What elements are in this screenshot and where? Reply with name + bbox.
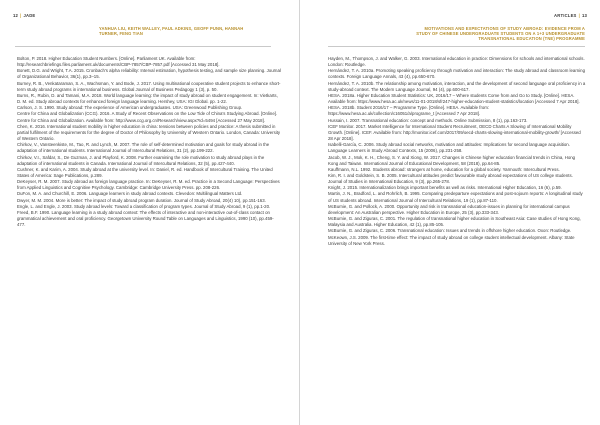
- reference-entry: McBurnie, G. and Pollock, A. 2000. Opportunity and risk in transnational education-issues in planning for international campus development: An Australian perspective. Higher Education in Europe, 25 (3), pp.333-343.: [328, 203, 570, 215]
- right-header-rule: [328, 46, 585, 47]
- left-page-number: 12: [13, 13, 19, 18]
- left-running-head: [13, 13, 35, 18]
- reference-entry: Burney, R. B., Venkataraman, S. A., Wachsman, Y. and Bode, J. 2017. Using multinational cooperative student projects to enhance short-term study abroad programs in international business. Global Journal of Business Pedagogy 1 (3), p. 50.: [17, 80, 281, 92]
- reference-entry: McKeown, J.S. 2009. The first-time effect: The impact of study abroad on college student intellectual development. Albany: State University of New York Press.: [328, 234, 575, 246]
- reference-entry: Burns, R., Rubin, D. and Tamani, M.A. 2018. World language learning: the impact of study abroad on student engagement. In: Vietkarts, D. M. ed. Study abroad contexts for enhanced foreign language learning. Hershey, USA: IGI Global. pp. 1-22.: [17, 92, 278, 105]
- reference-entry: Bonett, D.G. and Wright, T.A. 2015. Cronbach's alpha reliability: Interval estimation, hypothesis testing, and sample size planning. Journal of Organizational Behavior, 36(1), pp.3–15.: [17, 68, 281, 80]
- reference-entry: Hernández, T. A. 2010a. Promoting speaking proficiency through motivation and interaction: The study abroad and classroom learning contexts. Foreign Language Annals, 43 (4), pp.650-670.: [328, 68, 585, 80]
- reference-entry: HESA. 2018b. Student 2016/17 – Programme Type. [Online]. HESA. Available from: https://www.hesa.ac.uk/collection/c16051/a/programe_t [Accessed 7 Apr 2018].: [328, 105, 490, 117]
- left-journal-name: JADE: [23, 13, 36, 18]
- reference-entry: Dwyer, M. M. 2004. More is better: The impact of study abroad program duration. Journal of Study Abroad, 20(4) 10), pp.151-163.: [17, 197, 266, 203]
- running-head-separator: |: [20, 13, 22, 18]
- left-header-rule: [15, 46, 271, 47]
- right-article-title: MOTIVATIONS AND EXPECTATIONS OF STUDY ABROAD: EVIDENCE FROM A STUDY OF CHINESE UNDERGRADUATE STUDENTS ON A 1+3 UNDERGRADUATE TRANSNATIONAL EDUCATION (TNE) PROGRAMME: [416, 26, 585, 42]
- right-page: [300, 0, 600, 425]
- reference-entry: Kauffmann, N.L. 1992. Students abroad: strangers at home, education for a global society. Yarmouth: Intercultural Press.: [328, 166, 560, 172]
- reference-entry: Engle, L. and Engle, J. 2003. Study abroad levels: Toward a classification of program types. Journal of Study Abroad, 9 (1), pp.1-20.: [17, 203, 271, 209]
- reference-entry: Martin, J. N., Bradford, L. and Rohrlich, B. 1995. Comparing predeparture expectations and post-sojourn reports: A longitudinal study of US students abroad. International Journal of Intercultural Relations, 19 (1), pp.87-110.: [328, 191, 583, 203]
- reference-entry: McBurnie, G. and Ziguras, C. 2006. Transnational education: Issues and trends in offshore higher education. Oxon: Routledge.: [328, 228, 572, 234]
- reference-entry: Bolton, P. 2018. Higher Education Student Numbers. [Online]. Parliament UK. Available from: http://researchbriefings.files.parliament.uk/documents/CBP-7857/CBP-7857.pdf [Accessed 31 May 2018].: [17, 56, 220, 68]
- right-page-number: 13: [581, 13, 587, 18]
- reference-entry: Cushner, K. and Karim, A. 2004. Study abroad at the university level. In: Daniel, R. ed. Handbook of Intercultural Training. The United States of America: Sage Publications, p.289.: [17, 166, 273, 178]
- running-head-separator: |: [578, 13, 580, 18]
- left-references-list: [17, 56, 282, 228]
- reference-entry: Freed, B.F. 1990. Language learning in a study abroad context: The effects of interactive and non-interactive out-of-class contact on grammatical achievement and oral proficiency. Georgetown University Round Table on Languages and Linguistics, 1990 (10), pp.459-477.: [17, 209, 274, 228]
- reference-entry: Hayden, M., Thompson, J. and Walker, G. 2003. International education in practice: Dimensions for schools and international schools. London: Routledge.: [328, 56, 585, 68]
- reference-entry: Jacob, W. J., Mok, K. H., Cheng, S. Y. and Xiong, W. 2017. Changes in Chinese higher education financial trends in China, Hong Kong and Taiwan. International Journal of Educational Development, 58 (2018), pp.64-85.: [328, 154, 576, 166]
- reference-entry: DeKeyser, R. M. 2007. Study abroad as foreign language practice. In: DeKeyser, R. M. ed. Practice in a Second Language: Perspectives from Applied Linguistics and Cognitive Psychology. Cambridge: Cambridge University Press. pp. 208-226.: [17, 179, 280, 191]
- reference-entry: Kim, R. I. and Goldstein, S. B. 2005. Intercultural attitudes predict favourable study abroad expectations of US college students. Journal of Studies in International Education, 9 (3), pp.265-278.: [328, 172, 573, 185]
- reference-entry: Hernández, T. A. 2010b. The relationship among motivation, interaction, and the development of second language oral proficiency in a study-abroad context. The Modern Language Journal, 94 (4), pp.600-617.: [328, 80, 586, 92]
- reference-entry: McBurnie, G. and Ziguras, C. 2001. The regulation of transnational higher education in Southeast Asia: Case studies of Hong Kong, Malaysia and Australia. Higher Education, 42 (1), pp.85-105.: [328, 216, 581, 228]
- reference-entry: Knight, J. 2015. Internationalization brings important benefits as well as risks. International Higher Education, 16 (6), p.59.: [328, 185, 562, 191]
- reference-entry: Centre for China and Globalization (CCG). 2016. A Study of Recent Observations on the Low Tide of China's Studying Abroad. [Online]. Centre for China and Globalization. Available from: http://www.ccg.org.cn/Research/view.aspx?Id=5494 [Accessed 27 May 2018].: [17, 111, 278, 123]
- right-running-head: [554, 13, 587, 18]
- reference-entry: Chen, K. 2016. International student mobility in higher education in china: tensions between policies and practice: A thesis submitted in partial fulfilment of the requirements for the degree of Doctor of Philosophy by University of Western Ontario. London, Canada: University of Western Ontario.: [17, 123, 281, 142]
- right-references-list: [328, 56, 586, 247]
- left-authors-block: YANHUA LIU, KEITH WALLEY, PAUL ADKINS, GEOFF PUNN, HANNAH TURNER, FENG TIAN: [99, 26, 244, 37]
- reference-entry: Carlson, J. S. 1990. Study abroad: The experience of American undergraduates. USA: Greenwood Publishing Group.: [17, 105, 243, 111]
- reference-entry: ICEF Monitor. 2017. Market Intelligence for International Student Recruitment, OECD Charts A Slowing of International Mobility Growth. [Online]. ICEF. Available from: http://monitor.icef.com/2017/09/oecd-charts-slowing-international-mobility-growth/ [Accessed 28 Apr 2018].: [328, 123, 581, 142]
- reference-entry: Isabelli-García, C. 2006. Study abroad social networks, motivation and attitudes: Implications for second language acquisition. Language Learners in Study Abroad Contexts, 15 (2006), pp.231-258.: [328, 142, 570, 154]
- reference-entry: Chirkov, V., Vansteenkiste, M., Tao, R. and Lynch, M. 2007. The role of self-determined motivation and goals for study abroad in the adaptation of international students. International Journal of Intercultural Relations, 31 (2), pp.199-222.: [17, 142, 270, 154]
- reference-entry: Hussain, I. 2007. Transnational education: concept and methods. Online Submission, 8 (1), pp.163-173.: [328, 117, 528, 123]
- right-journal-name: ARTICLES: [554, 13, 577, 18]
- reference-entry: DuFon, M. A. and Churchill, E. 2006. Language learners in study abroad contexts. Clevedon: Multilingual Matters Ltd.: [17, 191, 243, 197]
- reference-entry: Chirkov, V.I., Safdar, S., De Guzman, J. and Playford, K. 2008. Further examining the role motivation to study abroad plays in the adaptation of international students in Canada. International Journal of Intercultural Relations, 32 (5), pp.427-440.: [17, 154, 265, 166]
- reference-entry: HESA. 2018a. Higher Education Student Statistics: UK, 2016/17 – Where students Come from and Go to Study. [Online]. HESA. Available from: https://www.hesa.ac.uk/news/11-01-2018/sfr247-higher-education-student-statistics/location [Accessed 7 Apr 2018].: [328, 92, 580, 105]
